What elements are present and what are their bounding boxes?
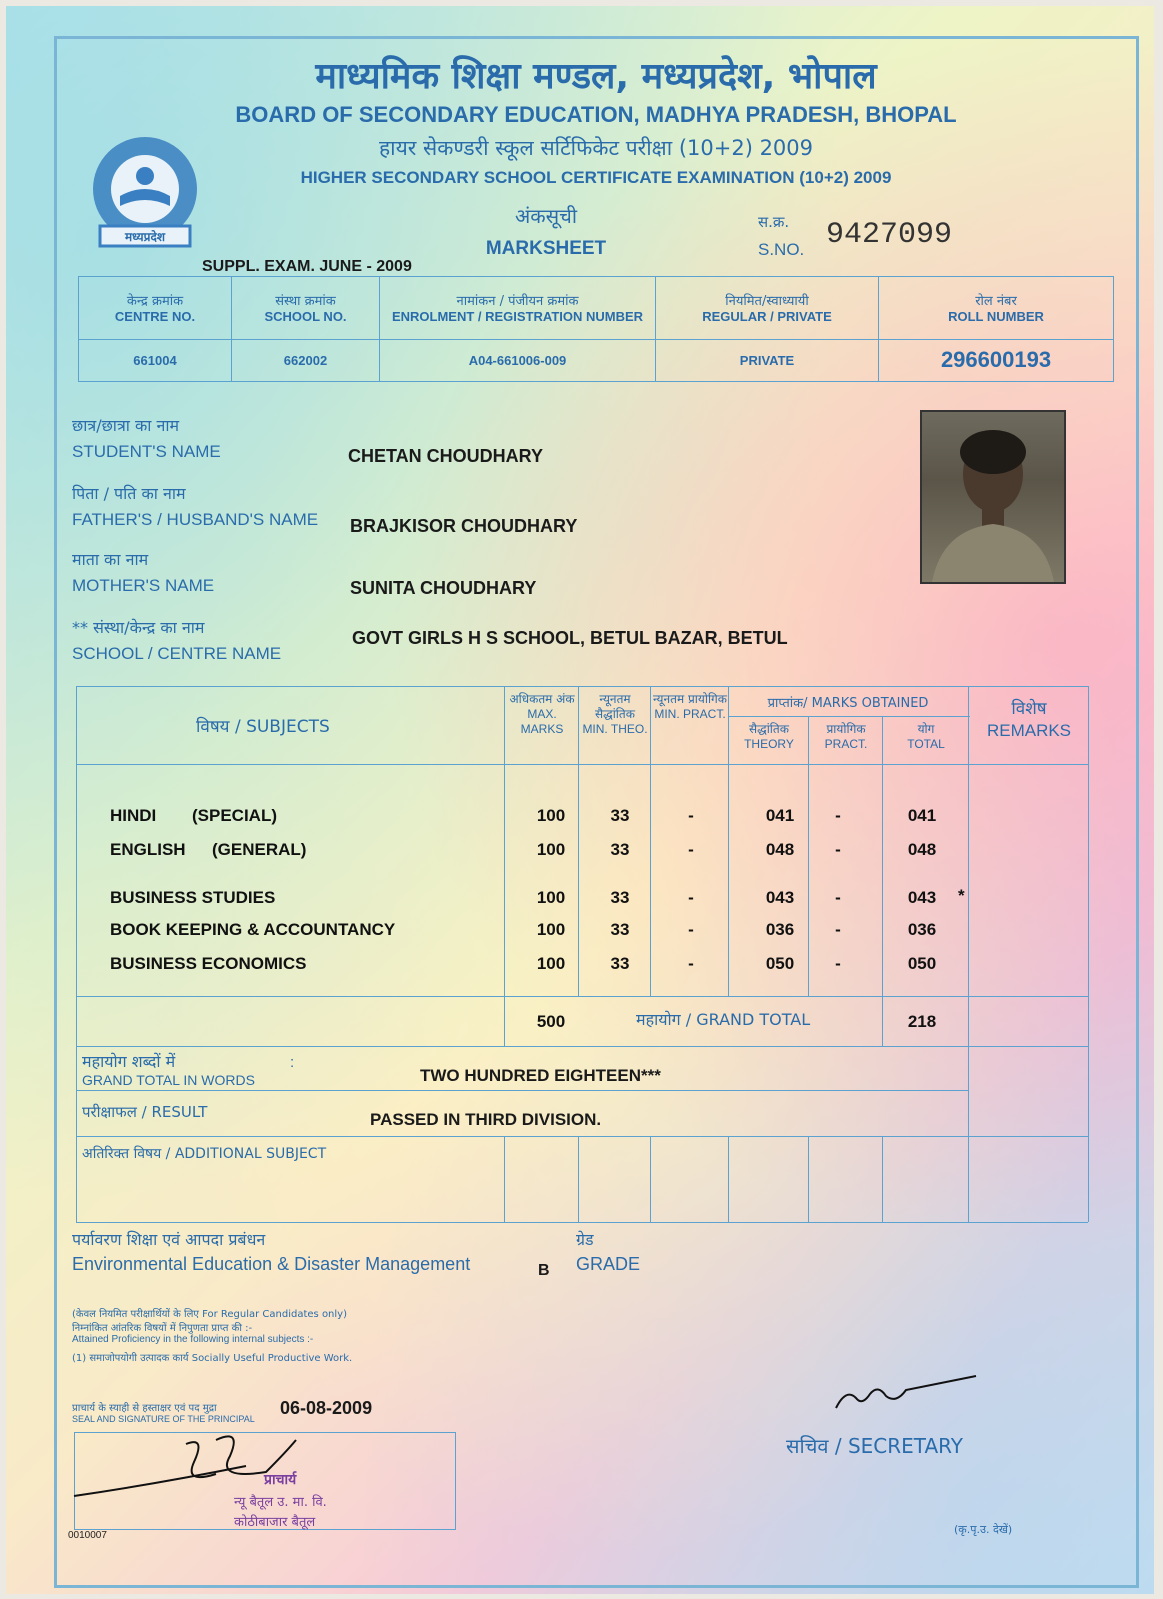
enrolment-value: A04-661006-009 [380, 339, 656, 381]
board-title-hindi: माध्यमिक शिक्षा मण्डल, मध्यप्रदेश, भोपाल [315, 56, 877, 97]
marks-obtained-header: प्राप्तांक/ MARKS OBTAINED [767, 696, 929, 711]
please-turn-over: (कृ.पृ.उ. देखें) [954, 1523, 1013, 1536]
roll-number-value: 296600193 [879, 339, 1114, 381]
candidate-id-table [78, 276, 1114, 382]
marksheet-document: मध्यप्रदेश माध्यमिक शिक्षा मण्डल, मध्यप्रदेश, भोपाल BOARD OF SECONDARY EDUCATION, MADHYA PRADESH, BHOPAL हायर सेकण्डरी स्कूल सर्टिफिकेट परीक्षा (10+2) 2009 HIGHER SECONDARY SCHOOL CERTIFICATE EXAMINATION (10+2) 2009 अंकसूची MARKSHEET स.क्र. S.NO. 9427099 SUPPL. EXAM. JUNE - 2009 केन्द्र क्रमांक CENTRE NO. संस्था क्रमांक SCHOOL NO. नामांकन / पंजीयन क्रमांक ENROLMENT / REGISTRATION NUMBER नियमित/स्वाध्यायी REGULAR / PRIVATE रोल नंबर ROLL NUMBER 661004 662002 A04-661006-009 PRIVATE 296600193 छात्र/छात्रा का नाम STUDENT'S NAME CHETAN CHOUDHARY पिता / पति का नाम FATHER'S / HUSBAND'S NAME BRAJKISOR CHOUDHARY माता का नाम MOTHER'S NAME SUNITA CHOUDHARY ** संस्था/केन्द्र का नाम SCHOOL / CENTRE NAME GOVT GIRLS H S SCHOOL, BETUL BAZAR, BETUL विषय / SUBJECTS अधिकतम अंक MAX. MARKS न्यूनतम सैद्धांतिक MIN. THEO. न्यूनतम प्रायोगिक MIN. PRACT. प्राप्तांक/ MARKS OBTAINED सैद्धांतिक THEORY प्रायोगिक PRACT. योग TOTAL विशेष REMARKS HINDI (SPECIAL) 100 33 - 041 - 041 ENGLISH (GENERAL) 100 33 - 048 - 048 BUSINESS STUDIES 100 33 - 043 - 043 * BOOK KEEPING & ACCOUNTANCY 100 33 - 036 - 036 BUSINESS ECONOMICS 100 33 - 050 - 050 500 महायोग / GRAND TOTAL 218 महायोग शब्दों में GRAND TOTAL IN WORDS : TWO HUNDRED EIGHTEEN*** परीक्षाफल / RESULT PASSED IN THIRD DIVISION. अतिरिक्त विषय / ADDITIONAL SUBJECT पर्यावरण शिक्षा एवं आपदा प्रबंधन Environmental Education & Disaster Management B ग्रेड GRADE (केवल नियमित परीक्षार्थियों के लिए For Regular Candidates only) निम्नांकित आंतरिक विषयों में निपुणता प्राप्त की :- Attained Proficiency in the following internal subjects :- (1) समाजोपयोगी उत्पादक कार्य Socially Useful Productive Work. प्राचार्य के स्याही से हस्ताक्षर एवं पद मुद्रा SEAL AND SIGNATURE OF THE PRINCIPAL 06-08-2009 प्राचार्य न्यू बैतूल उ. मा. वि. कोठीबाजार बैतूल सचिव / SECRETARY 0010007 (कृ.पृ.उ. देखें) [6, 6, 1154, 1594]
centre-no-value: 661004 [79, 339, 232, 381]
school-name-label-hindi: ** संस्था/केन्द्र का नाम [72, 618, 205, 637]
school-no-value: 662002 [232, 339, 380, 381]
words-colon: : [290, 1054, 295, 1071]
seal-label-hindi: प्राचार्य के स्याही से हस्ताक्षर एवं पद मुद्रा [72, 1403, 217, 1414]
environment-label: Environmental Education & Disaster Management [72, 1254, 471, 1274]
exam-title-hindi: हायर सेकण्डरी स्कूल सर्टिफिकेट परीक्षा (10+2) 2009 [378, 136, 814, 160]
note-supw: (1) समाजोपयोगी उत्पादक कार्य Socially Useful Productive Work. [72, 1353, 353, 1364]
seal-label: SEAL AND SIGNATURE OF THE PRINCIPAL [72, 1414, 255, 1424]
remarks-header: विशेष REMARKS [986, 699, 1072, 740]
min-practical-header: न्यूनतम प्रायोगिक MIN. PRACT. [652, 692, 728, 721]
student-name-label-hindi: छात्र/छात्रा का नाम [72, 416, 180, 435]
header-enrolment: नामांकन / पंजीयन क्रमांक ENROLMENT / REGISTRATION NUMBER [380, 277, 656, 340]
header-regular-private: नियमित/स्वाध्यायी REGULAR / PRIVATE [656, 277, 879, 340]
grade-label-hindi: ग्रेड [576, 1230, 594, 1249]
environment-grade-value: B [538, 1262, 550, 1279]
candidate-type-value: PRIVATE [656, 339, 879, 381]
mother-name-value: SUNITA CHOUDHARY [350, 578, 537, 598]
header-centre-no: केन्द्र क्रमांक CENTRE NO. [79, 277, 232, 340]
serial-number: 0010007 [68, 1530, 107, 1541]
sno-label-hindi: स.क्र. [758, 213, 790, 231]
school-name-value: GOVT GIRLS H S SCHOOL, BETUL BAZAR, BETUL [352, 628, 788, 648]
suppl-exam-label: SUPPL. EXAM. JUNE - 2009 [202, 258, 412, 275]
result-value: PASSED IN THIRD DIVISION. [370, 1110, 602, 1129]
environment-label-hindi: पर्यावरण शिक्षा एवं आपदा प्रबंधन [72, 1230, 266, 1249]
student-name-label: STUDENT'S NAME [72, 442, 221, 461]
grand-total-value: 218 [907, 1012, 937, 1031]
grand-total-label: महायोग / GRAND TOTAL [636, 1010, 811, 1029]
marksheet-title-english: MARKSHEET [485, 238, 607, 259]
note-proficiency-hindi: निम्नांकित आंतरिक विषयों में निपुणता प्राप्त की :- [72, 1323, 253, 1334]
min-theory-header: न्यूनतम सैद्धांतिक MIN. THEO. [582, 692, 648, 736]
emblem-text: मध्यप्रदेश [124, 230, 165, 244]
student-photo [920, 410, 1066, 584]
board-title-english: BOARD OF SECONDARY EDUCATION, MADHYA PRADESH, BHOPAL [235, 102, 957, 127]
grand-total-words-label-hindi: महायोग शब्दों में [82, 1052, 176, 1071]
additional-subject-label: अतिरिक्त विषय / ADDITIONAL SUBJECT [82, 1146, 327, 1162]
max-marks-header: अधिकतम अंक MAX. MARKS [509, 692, 575, 736]
subjects-header: विषय / SUBJECTS [196, 717, 330, 737]
father-name-value: BRAJKISOR CHOUDHARY [350, 516, 578, 536]
school-name-label: SCHOOL / CENTRE NAME [72, 644, 282, 663]
max-total-value: 500 [536, 1012, 566, 1031]
theory-header: सैद्धांतिक THEORY [744, 722, 794, 751]
practical-header: प्रायोगिक PRACT. [824, 722, 868, 751]
grand-total-words-label: GRAND TOTAL IN WORDS [82, 1072, 255, 1088]
note-regular-candidates: (केवल नियमित परीक्षार्थियों के लिए For Regular Candidates only) [72, 1309, 347, 1320]
exam-title-english: HIGHER SECONDARY SCHOOL CERTIFICATE EXAMINATION (10+2) 2009 [300, 168, 892, 187]
student-name-value: CHETAN CHOUDHARY [348, 446, 543, 466]
result-label: परीक्षाफल / RESULT [82, 1103, 208, 1121]
marksheet-title-hindi: अंकसूची [514, 204, 578, 228]
header-roll-number: रोल नंबर ROLL NUMBER [879, 277, 1114, 340]
secretary-signature [826, 1368, 986, 1418]
grand-total-words-value: TWO HUNDRED EIGHTEEN*** [420, 1066, 661, 1085]
father-name-label: FATHER'S / HUSBAND'S NAME [72, 510, 319, 529]
note-proficiency: Attained Proficiency in the following internal subjects :- [72, 1334, 314, 1345]
secretary-label: सचिव / SECRETARY [786, 1434, 963, 1458]
mother-name-label: MOTHER'S NAME [72, 576, 215, 595]
father-name-label-hindi: पिता / पति का नाम [72, 484, 186, 503]
issue-date: 06-08-2009 [280, 1398, 373, 1418]
stamp-school: न्यू बैतूल उ. मा. वि. [234, 1495, 327, 1510]
grade-label: GRADE [576, 1254, 641, 1274]
total-header: योग TOTAL [907, 722, 945, 751]
stamp-principal: प्राचार्य [264, 1472, 297, 1488]
mother-name-label-hindi: माता का नाम [72, 550, 149, 569]
sno-value: 9427099 [826, 218, 953, 252]
stamp-place: कोठीबाजार बैतूल [234, 1515, 316, 1530]
sno-label: S.NO. [758, 240, 805, 259]
header-school-no: संस्था क्रमांक SCHOOL NO. [232, 277, 380, 340]
